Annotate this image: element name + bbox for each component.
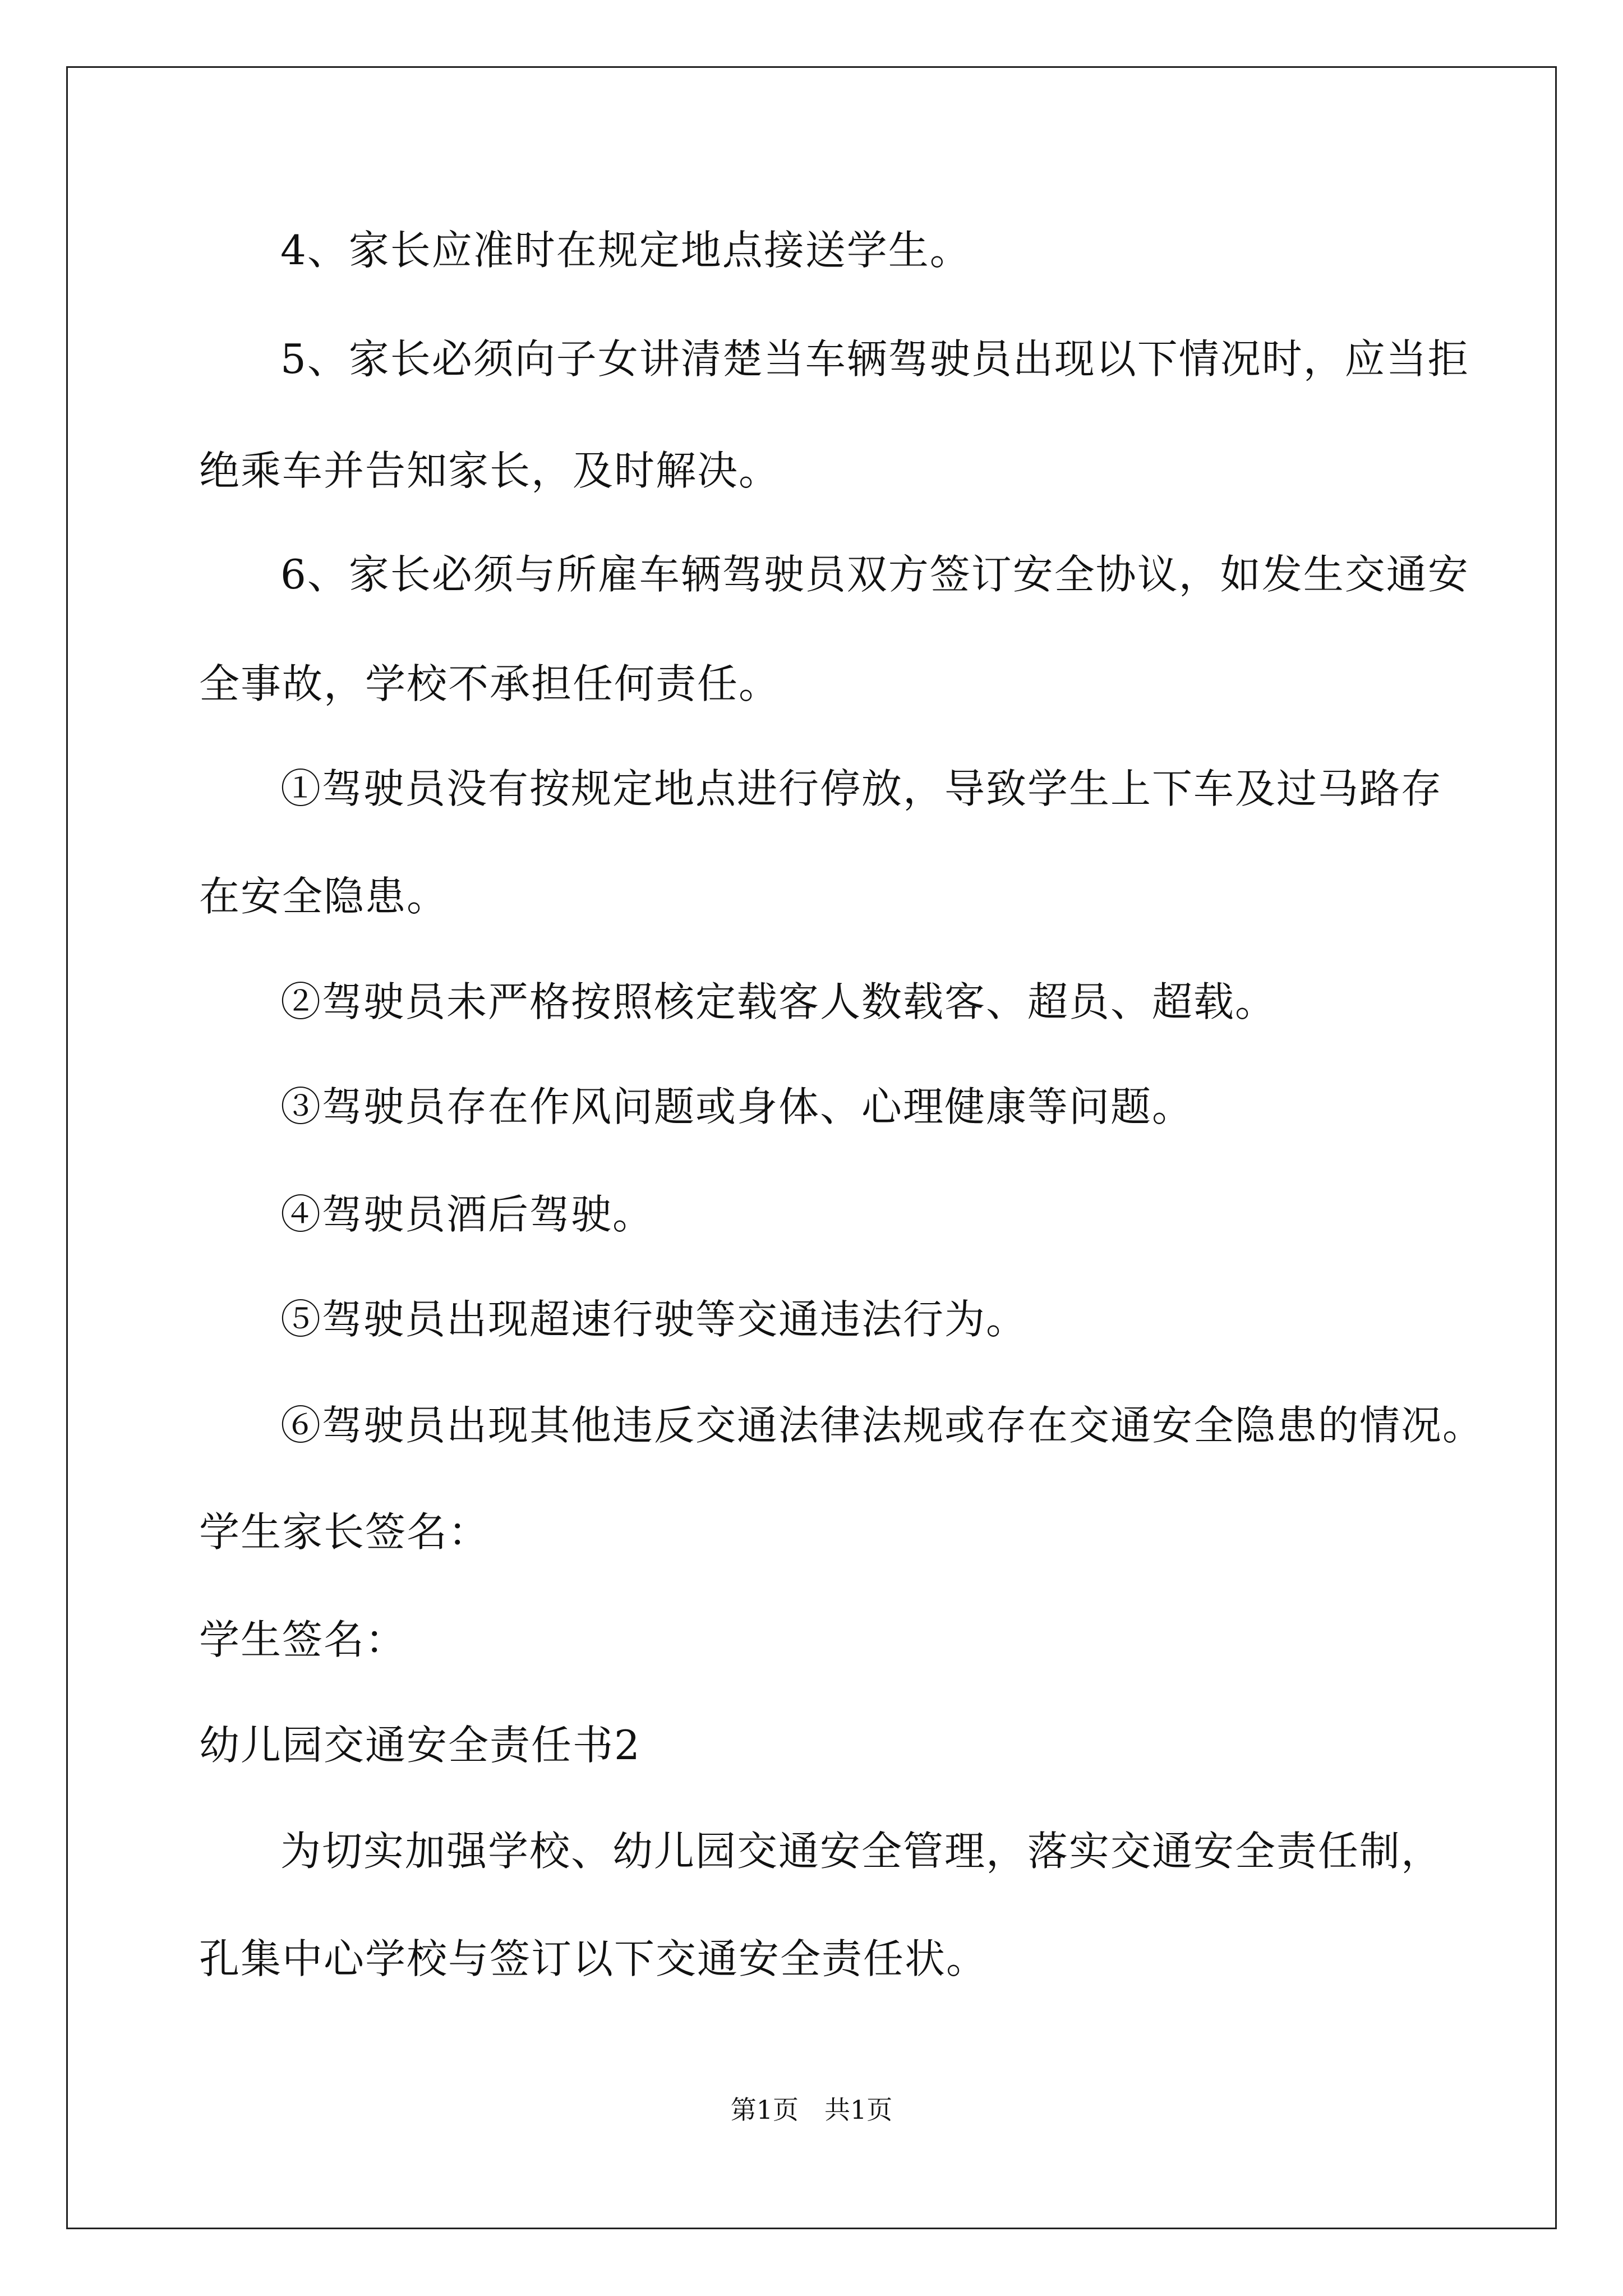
condition-4: ④驾驶员酒后驾驶。 — [280, 1191, 654, 1238]
paragraph-item-4: 4、家长应准时在规定地点接送学生。 — [280, 227, 971, 274]
paragraph-item-5-line-1: 5、家长必须向子女讲清楚当车辆驾驶员出现以下情况时，应当拒 — [280, 335, 1469, 383]
condition-1-line-2: 在安全隐患。 — [199, 873, 449, 920]
paragraph-item-5-line-2: 绝乘车并告知家长，及时解决。 — [199, 447, 781, 494]
intro-line-2: 孔集中心学校与签订以下交通安全责任状。 — [199, 1935, 988, 1982]
condition-3: ③驾驶员存在作风问题或身体、心理健康等问题。 — [280, 1083, 1194, 1130]
intro-line-1: 为切实加强学校、幼儿园交通安全管理，落实交通安全责任制， — [280, 1828, 1443, 1875]
parent-signature-label: 学生家长签名： — [199, 1508, 490, 1556]
paragraph-item-6-line-2: 全事故，学校不承担任何责任。 — [199, 660, 781, 707]
page-number-footer: 第1页 共1页 — [730, 2095, 893, 2125]
page-border — [66, 66, 1557, 2229]
paragraph-item-6-line-1: 6、家长必须与所雇车辆驾驶员双方签订安全协议，如发生交通安 — [280, 551, 1469, 598]
condition-5: ⑤驾驶员出现超速行驶等交通违法行为。 — [280, 1296, 1028, 1343]
condition-6: ⑥驾驶员出现其他违反交通法律法规或存在交通安全隐患的情况。 — [280, 1402, 1484, 1449]
student-signature-label: 学生签名： — [199, 1616, 407, 1663]
section-heading: 幼儿园交通安全责任书2 — [199, 1722, 641, 1769]
condition-2: ②驾驶员未严格按照核定载客人数载客、超员、超载。 — [280, 978, 1277, 1025]
condition-1-line-1: ①驾驶员没有按规定地点进行停放，导致学生上下车及过马路存 — [280, 765, 1443, 812]
